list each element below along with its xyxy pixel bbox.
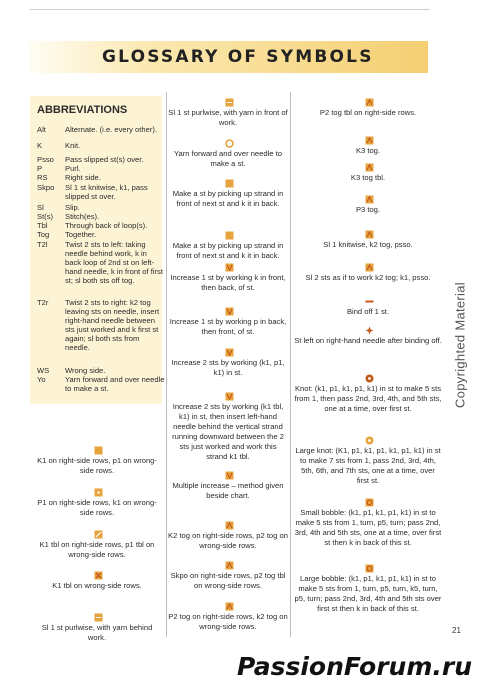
abbreviation-term: T2r — [37, 298, 49, 307]
large-knot-icon — [365, 436, 372, 443]
abbreviation-meaning: Slip. — [65, 203, 80, 212]
large-bobble-icon — [365, 564, 372, 571]
p3-tog-icon — [365, 195, 372, 202]
column1-entry — [32, 571, 162, 591]
symbol-description: Increase 2 sts by working (k1, p1, k1) in st. — [171, 358, 285, 377]
column2-entry — [168, 139, 288, 169]
slip-purlwise-front-icon — [225, 98, 232, 105]
symbol-description: K3 tog. — [355, 146, 381, 155]
symbol-description: Small bobble: (k1, p1, k1, p1, k1) in st to make 5 sts from 1, turn, p5, turn; pass 2nd, 3rd, 4th and 5th sts, one at a time, over first st then k in back of this st. — [294, 508, 442, 547]
symbol-description: Sl 2 sts as if to work k2 tog; k1, psso. — [305, 273, 431, 282]
column3-entry — [294, 136, 442, 156]
top-rule — [30, 9, 430, 10]
abbreviation-term: K — [37, 141, 43, 150]
sl1-k2tog-psso-icon — [365, 230, 372, 237]
column3-entry — [294, 436, 442, 486]
abbreviation-meaning: Through back of loop(s). — [65, 221, 148, 230]
twisted-knit-icon — [94, 530, 101, 537]
abbreviation-term: T2l — [37, 240, 48, 249]
p2-tog-icon — [225, 602, 232, 609]
column3-entry — [294, 297, 442, 317]
side-caption — [447, 260, 473, 430]
make-one-left-icon — [225, 179, 232, 186]
abbreviation-meaning: Twist 2 sts to left: taking needle behind work, k in back loop of 2nd st on left-hand needle, k in front of first st; sl both sts off tog. — [65, 240, 163, 285]
column2-entry — [168, 98, 288, 128]
column2-entry — [168, 521, 288, 551]
abbreviation-meaning: Sl 1 st knitwise, k1, pass slipped st over. — [65, 183, 148, 201]
abbreviation-term: Alt — [37, 125, 46, 134]
abbreviation-meaning: Twist 2 sts to right: k2 tog leaving sts on needle, insert right-hand needle between sts just worked and k first st again; sl both sts from needle. — [65, 298, 160, 352]
small-bobble-icon — [365, 498, 372, 505]
column2-entry — [168, 392, 288, 462]
yarn-over-icon — [225, 139, 232, 146]
symbol-description: K1 tbl on wrong-side rows. — [52, 581, 142, 590]
sl2-k1-p2sso-icon — [365, 263, 372, 270]
k2-tog-icon — [225, 521, 232, 528]
symbol-description: Make a st by picking up strand in front of next st and k it in back. — [172, 189, 284, 208]
cross-icon — [94, 571, 101, 578]
st-left-icon — [365, 326, 372, 333]
column2-entry — [168, 602, 288, 632]
make-one-right-icon — [225, 231, 232, 238]
abbreviation-meaning: Stitch(es). — [65, 212, 100, 221]
increase-2-vertical-icon — [225, 392, 232, 399]
column3-entry — [294, 98, 442, 118]
symbol-description: Multiple increase – method given beside chart. — [172, 481, 284, 500]
symbol-description: P2 tog tbl on right-side rows. — [319, 108, 417, 117]
abbreviation-meaning: Yarn forward and over needle to make a st. — [65, 375, 165, 393]
symbol-description: Yarn forward and over needle to make a st. — [174, 149, 282, 168]
abbreviation-meaning: Wrong side. — [65, 366, 106, 375]
abbreviation-term: Tog — [37, 230, 50, 239]
symbol-description: Large knot: (K1, p1, k1, p1, k1, p1, k1) in st to make 7 sts from 1, pass 2nd, 3rd, 4th, 5th, 6th, and 7th sts, one at a time, over first st. — [295, 446, 441, 485]
abbreviation-meaning: Alternate. (i.e. every other). — [65, 125, 158, 134]
column3-entry — [294, 263, 442, 283]
symbol-description: Make a st by picking up strand in front of next st and k it in back. — [172, 241, 284, 260]
bind-off-icon — [365, 297, 372, 304]
column3-entry — [294, 326, 442, 346]
column1-entry — [32, 530, 162, 560]
column1-entry — [32, 613, 162, 643]
symbol-description: Large bobble: (k1, p1, k1, p1, k1) in st to make 5 sts from 1, turn, p5, turn, k5, turn, p5, turn; pass 2nd, 3rd, 4th and 5th sts over first st then k in back of this st. — [294, 574, 442, 613]
column3-entry — [294, 564, 442, 614]
symbol-description: St left on right-hand needle after binding off. — [294, 336, 442, 345]
symbol-description: K3 tog tbl. — [350, 173, 386, 182]
column1-entry — [32, 488, 162, 518]
column3-entry — [294, 374, 442, 414]
symbol-description: Sl 1 st purlwise, with yarn in front of work. — [168, 108, 288, 127]
plain-square-icon — [94, 446, 101, 453]
symbol-description: Bind off 1 st. — [346, 307, 390, 316]
column3-entry — [294, 230, 442, 250]
symbol-description: Skpo on right-side rows, p2 tog tbl on wrong-side rows. — [170, 571, 286, 590]
column2-entry — [168, 471, 288, 501]
abbreviation-term: Skpo — [37, 183, 55, 192]
column3-entry — [294, 163, 442, 183]
increase-2-icon — [225, 348, 232, 355]
column2-entry — [168, 179, 288, 209]
k3-tog-tbl-icon — [365, 163, 372, 170]
column3-entry — [294, 498, 442, 548]
column1-entry — [32, 446, 162, 476]
symbol-description: K1 on right-side rows, p1 on wrong-side rows. — [37, 456, 157, 475]
symbol-description: K2 tog on right-side rows, p2 tog on wrong-side rows. — [168, 531, 288, 550]
symbol-description: Increase 2 sts by working (k1 tbl, k1) in st, then insert left-hand needle behind the vertical strand running downward between the 2 sts just worked and work this strand k1 tbl. — [172, 402, 284, 461]
abbreviation-meaning: Knit. — [65, 141, 81, 150]
column2-entry — [168, 348, 288, 378]
abbreviation-term: WS — [37, 366, 50, 375]
abbreviation-term: Yo — [37, 375, 46, 384]
column2-entry — [168, 231, 288, 261]
p2-tog-tbl-icon — [365, 98, 372, 105]
copyright-text: Copyrighted Material — [452, 282, 468, 408]
page-title: GLOSSARY OF SYMBOLS — [102, 47, 374, 67]
symbol-description: Increase 1 st by working p in back, then front, of st. — [169, 317, 287, 336]
abbreviation-meaning: Right side. — [65, 173, 101, 182]
dot-square-icon — [94, 488, 101, 495]
abbreviation-term: St(s) — [37, 212, 54, 221]
symbol-description: Knot: (k1, p1, k1, p1, k1) in st to make 5 sts from 1, then pass 2nd, 3rd, 4th, and 5th sts, one at a time, over first st. — [294, 384, 442, 413]
knot-icon — [365, 374, 372, 381]
abbreviations-heading: ABBREVIATIONS — [37, 104, 128, 116]
column-divider-1 — [166, 92, 167, 637]
skpo-icon — [225, 561, 232, 568]
symbol-description: Sl 1 st purlwise, with yarn behind work. — [41, 623, 153, 642]
symbol-description: P2 tog on right-side rows, k2 tog on wrong-side rows. — [168, 612, 288, 631]
slip-purlwise-back-icon — [94, 613, 101, 620]
abbreviation-term: Sl — [37, 203, 44, 212]
column2-entry — [168, 561, 288, 591]
symbol-description: P1 on right-side rows, k1 on wrong-side rows. — [37, 498, 157, 517]
abbreviation-meaning: Purl. — [65, 164, 81, 173]
multiple-increase-icon — [225, 471, 232, 478]
column-divider-2 — [290, 92, 291, 637]
abbreviation-meaning: Pass slipped st(s) over. — [65, 155, 144, 164]
abbreviation-term: Tbl — [37, 221, 48, 230]
increase-k-icon — [225, 263, 232, 270]
abbreviation-meaning: Together. — [65, 230, 97, 239]
watermark: PassionForum.ru — [236, 652, 472, 681]
column2-entry — [168, 263, 288, 293]
symbol-description: K1 tbl on right-side rows, p1 tbl on wrong-side rows. — [39, 540, 155, 559]
abbreviation-term: Psso — [37, 155, 54, 164]
symbol-description: Sl 1 knitwise, k2 tog, psso. — [323, 240, 413, 249]
column3-entry — [294, 195, 442, 215]
symbol-description: P3 tog. — [355, 205, 381, 214]
k3-tog-icon — [365, 136, 372, 143]
abbreviation-term: RS — [37, 173, 48, 182]
page-number: 21 — [452, 626, 461, 635]
symbol-description: Increase 1 st by working k in front, then back, of st. — [170, 273, 286, 292]
column2-entry — [168, 307, 288, 337]
increase-p-icon — [225, 307, 232, 314]
abbreviation-term: P — [37, 164, 43, 173]
